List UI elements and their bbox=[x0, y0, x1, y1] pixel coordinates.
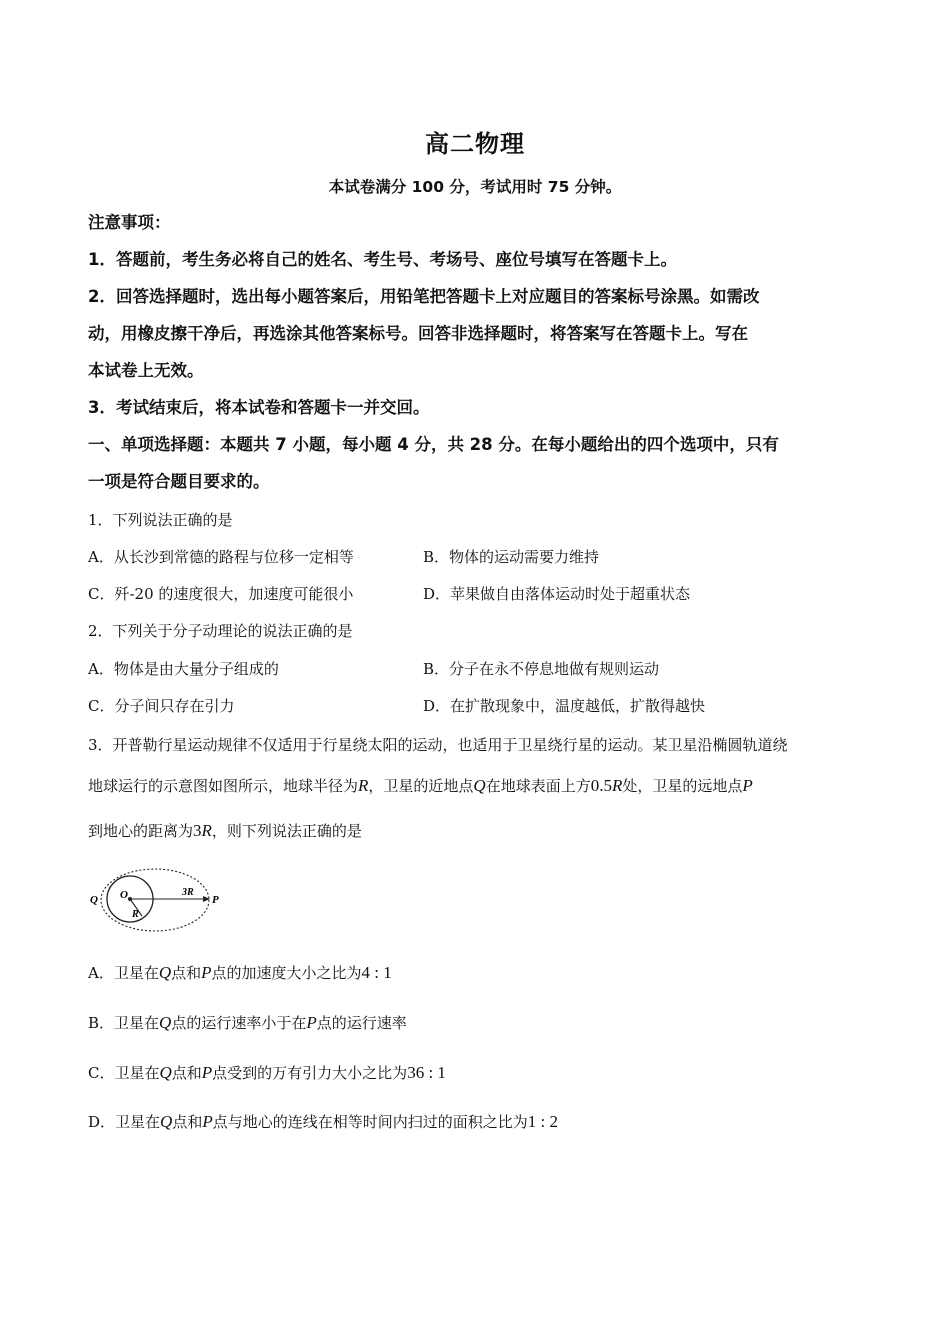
section-1-heading-line-1: 一、单项选择题：本题共 7 小题，每小题 4 分，共 28 分。在每小题给出的四个选项中，只有 bbox=[88, 435, 779, 454]
question-2-option-a: A．物体是由大量分子组成的 bbox=[88, 660, 279, 678]
question-1-option-b: B．物体的运动需要力维持 bbox=[423, 548, 600, 566]
question-3-stem-line-2: 地球运行的示意图如图所示，地球半径为R，卫星的近地点Q在地球表面上方0.5R处，卫星的远地点P bbox=[88, 776, 753, 795]
elliptical-orbit bbox=[101, 869, 209, 931]
orbit-diagram bbox=[84, 866, 224, 938]
notice-item-2-line-3: 本试卷上无效。 bbox=[88, 361, 204, 380]
notice-item-3: 3．考试结束后，将本试卷和答题卡一并交回。 bbox=[88, 398, 430, 417]
value-0-5: 0.5 bbox=[590, 776, 612, 795]
question-3-stem-line-3: 到地心的距离为3R，则下列说法正确的是 bbox=[88, 821, 362, 840]
label-o: O bbox=[120, 889, 128, 901]
question-2-option-d: D．在扩散现象中，温度越低，扩散得越快 bbox=[423, 697, 706, 715]
var-p: P bbox=[742, 776, 753, 795]
label-r: R bbox=[132, 909, 139, 920]
value-3: 3 bbox=[193, 821, 202, 840]
label-p: P bbox=[212, 894, 219, 906]
question-2-stem: 2．下列关于分子动理论的说法正确的是 bbox=[88, 622, 353, 640]
question-2-option-b: B．分子在永不停息地做有规则运动 bbox=[423, 660, 660, 678]
var-q: Q bbox=[473, 776, 486, 795]
label-3r: 3R bbox=[182, 887, 194, 898]
question-3-option-b: B．卫星在Q点的运行速率小于在P点的运行速率 bbox=[88, 1013, 407, 1032]
question-1-stem: 1．下列说法正确的是 bbox=[88, 511, 233, 529]
exam-subtitle: 本试卷满分 100 分，考试用时 75 分钟。 bbox=[328, 178, 622, 196]
label-q: Q bbox=[90, 894, 98, 906]
notice-heading: 注意事项： bbox=[88, 213, 171, 232]
notice-item-2-line-2: 动，用橡皮擦干净后，再选涂其他答案标号。回答非选择题时，将答案写在答题卡上。写在 bbox=[88, 324, 748, 343]
question-3-option-a: A．卫星在Q点和P点的加速度大小之比为4 : 1 bbox=[88, 963, 392, 982]
question-1-option-c: C．歼-20 的速度很大，加速度可能很小 bbox=[88, 585, 354, 603]
question-1-option-d: D．苹果做自由落体运动时处于超重状态 bbox=[423, 585, 691, 603]
page-title: 高二物理 bbox=[425, 130, 525, 158]
var-r: R bbox=[358, 776, 369, 795]
question-1-option-a: A．从长沙到常德的路程与位移一定相等 bbox=[88, 548, 354, 566]
notice-item-1: 1．答题前，考生务必将自己的姓名、考生号、考场号、座位号填写在答题卡上。 bbox=[88, 250, 677, 269]
notice-item-2-line-1: 2．回答选择题时，选出每小题答案后，用铅笔把答题卡上对应题目的答案标号涂黑。如需改 bbox=[88, 287, 760, 306]
question-2-option-c: C．分子间只存在引力 bbox=[88, 697, 235, 715]
question-3-option-c: C．卫星在Q点和P点受到的万有引力大小之比为36 : 1 bbox=[88, 1063, 446, 1082]
section-1-heading-line-2: 一项是符合题目要求的。 bbox=[88, 472, 270, 491]
question-3-option-d: D．卫星在Q点和P点与地心的连线在相等时间内扫过的面积之比为1 : 2 bbox=[88, 1112, 558, 1131]
question-3-stem-line-1: 3．开普勒行星运动规律不仅适用于行星绕太阳的运动，也适用于卫星绕行星的运动。某卫星沿椭圆轨道绕 bbox=[88, 736, 788, 754]
